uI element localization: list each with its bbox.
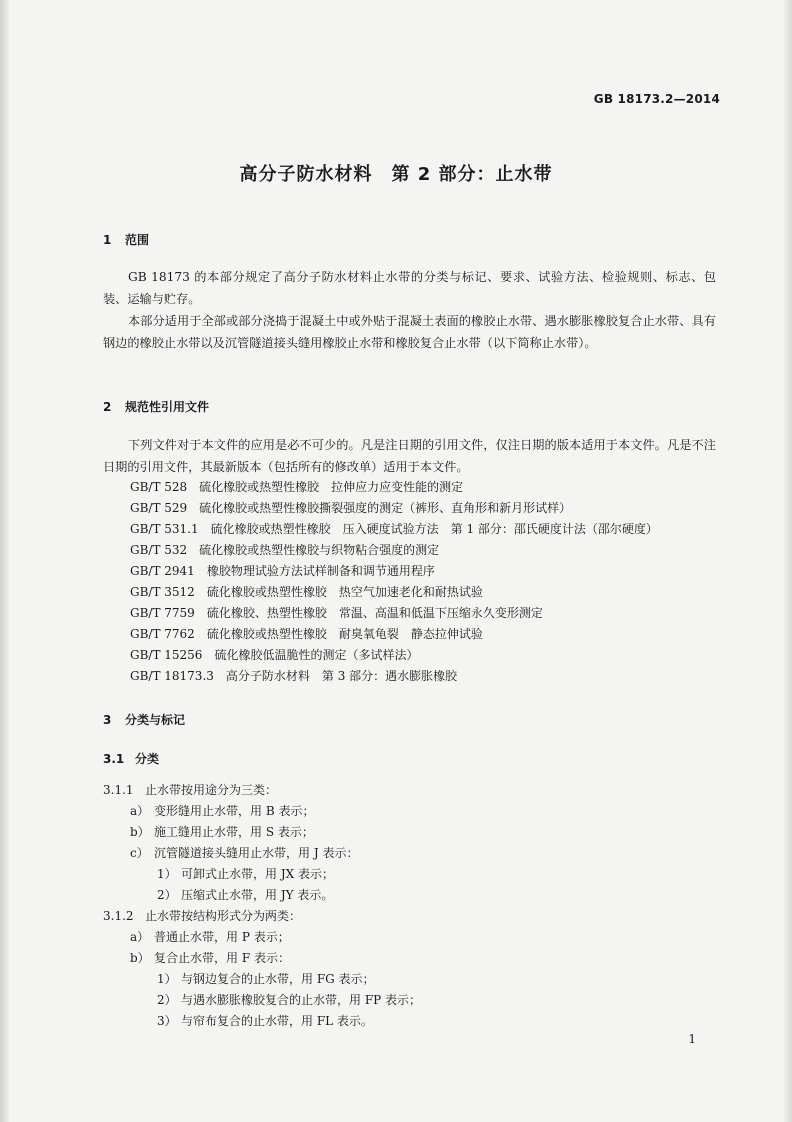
reference-item [130, 519, 658, 540]
reference-title: 硫化橡胶或热塑性橡胶 压入硬度试验方法 第 1 部分：邵氏硬度计法（邵尔硬度） [210, 522, 658, 536]
list-item: b） 复合止水带，用 F 表示： [130, 951, 290, 965]
reference-code: GB/T 15256 [130, 648, 203, 662]
section-title: 分类 [135, 752, 160, 766]
reference-title: 硫化橡胶或热塑性橡胶与织物粘合强度的测定 [199, 543, 440, 557]
reference-item [130, 624, 658, 645]
reference-code: GB/T 18173.3 [130, 669, 214, 683]
reference-code: GB/T 528 [130, 480, 188, 494]
list-item: c） 沉管隧道接头缝用止水带，用 J 表示： [130, 846, 359, 860]
section-title: 规范性引用文件 [125, 400, 210, 414]
reference-title: 硫化橡胶、热塑性橡胶 常温、高温和低温下压缩永久变形测定 [206, 606, 543, 620]
reference-code: GB/T 7762 [130, 627, 195, 641]
reference-item [130, 582, 658, 603]
reference-item [130, 645, 658, 666]
reference-title: 硫化橡胶或热塑性橡胶撕裂强度的测定（裤形、直角形和新月形试样） [199, 501, 572, 515]
clause-text: 止水带按结构形式分为两类： [145, 909, 302, 923]
reference-item [130, 498, 658, 519]
section-3-heading [103, 711, 185, 728]
clause-number: 3.1.1 [103, 783, 134, 797]
section-1-paragraph-2: 本部分适用于全部或部分浇捣于混凝土中或外贴于混凝土表面的橡胶止水带、遇水膨胀橡胶复合止水带、具有钢边的橡胶止水带以及沉管隧道接头缝用橡胶止水带和橡胶复合止水带（以下简称止水带）。 [103, 314, 716, 350]
subsection-3-1-heading [103, 750, 159, 767]
reference-item [130, 540, 658, 561]
clause-3-1-2 [103, 906, 301, 927]
section-1-heading [103, 231, 149, 248]
section-1-paragraph-1: GB 18173 的本部分规定了高分子防水材料止水带的分类与标记、要求、试验方法、检验规则、标志、包装、运输与贮存。 [103, 270, 716, 306]
reference-item [130, 603, 658, 624]
reference-title: 硫化橡胶或热塑性橡胶 耐臭氧龟裂 静态拉伸试验 [206, 627, 483, 641]
clause-3-1-1 [103, 780, 277, 801]
list-item: b） 施工缝用止水带，用 S 表示； [130, 825, 314, 839]
list-item: a） 普通止水带，用 P 表示； [130, 930, 290, 944]
reference-code: GB/T 532 [130, 543, 188, 557]
clause-text: 止水带按用途分为三类： [145, 783, 278, 797]
reference-title: 高分子防水材料 第 3 部分：遇水膨胀橡胶 [225, 669, 458, 683]
reference-title: 硫化橡胶或热塑性橡胶 拉伸应力应变性能的测定 [199, 480, 464, 494]
reference-code: GB/T 2941 [130, 564, 195, 578]
section-number: 2 [103, 400, 112, 414]
reference-item [130, 477, 658, 498]
sub-list-item: 1） 与钢边复合的止水带，用 FG 表示； [157, 972, 375, 986]
page-number: 1 [688, 1032, 696, 1046]
reference-code: GB/T 3512 [130, 585, 195, 599]
reference-code: GB/T 531.1 [130, 522, 199, 536]
section-title: 分类与标记 [125, 713, 186, 727]
reference-title: 硫化橡胶或热塑性橡胶 热空气加速老化和耐热试验 [206, 585, 483, 599]
clause-number: 3.1.2 [103, 909, 134, 923]
reference-item [130, 561, 658, 582]
section-2-heading [103, 398, 209, 415]
reference-title: 硫化橡胶低温脆性的测定（多试样法） [214, 648, 419, 662]
reference-code: GB/T 7759 [130, 606, 195, 620]
section-number: 1 [103, 233, 112, 247]
document-title: 高分子防水材料 第 2 部分：止水带 [239, 164, 553, 185]
normative-references-list [130, 477, 658, 687]
sub-list-item: 1） 可卸式止水带，用 JX 表示； [157, 867, 334, 881]
reference-item [130, 666, 658, 687]
section-title: 范围 [125, 233, 150, 247]
reference-title: 橡胶物理试验方法试样制备和调节通用程序 [206, 564, 435, 578]
sub-list-item: 2） 压缩式止水带，用 JY 表示。 [157, 888, 334, 902]
sub-list-item: 2） 与遇水膨胀橡胶复合的止水带，用 FP 表示； [157, 993, 422, 1007]
section-number: 3 [103, 713, 112, 727]
standard-code: GB 18173.2—2014 [593, 92, 720, 106]
reference-code: GB/T 529 [130, 501, 188, 515]
section-number: 3.1 [103, 752, 125, 766]
section-2-paragraph: 下列文件对于本文件的应用是必不可少的。凡是注日期的引用文件，仅注日期的版本适用于本文件。凡是不注日期的引用文件，其最新版本（包括所有的修改单）适用于本文件。 [103, 438, 716, 474]
sub-list-item: 3） 与帘布复合的止水带，用 FL 表示。 [157, 1014, 373, 1028]
list-item: a） 变形缝用止水带，用 B 表示； [130, 804, 315, 818]
